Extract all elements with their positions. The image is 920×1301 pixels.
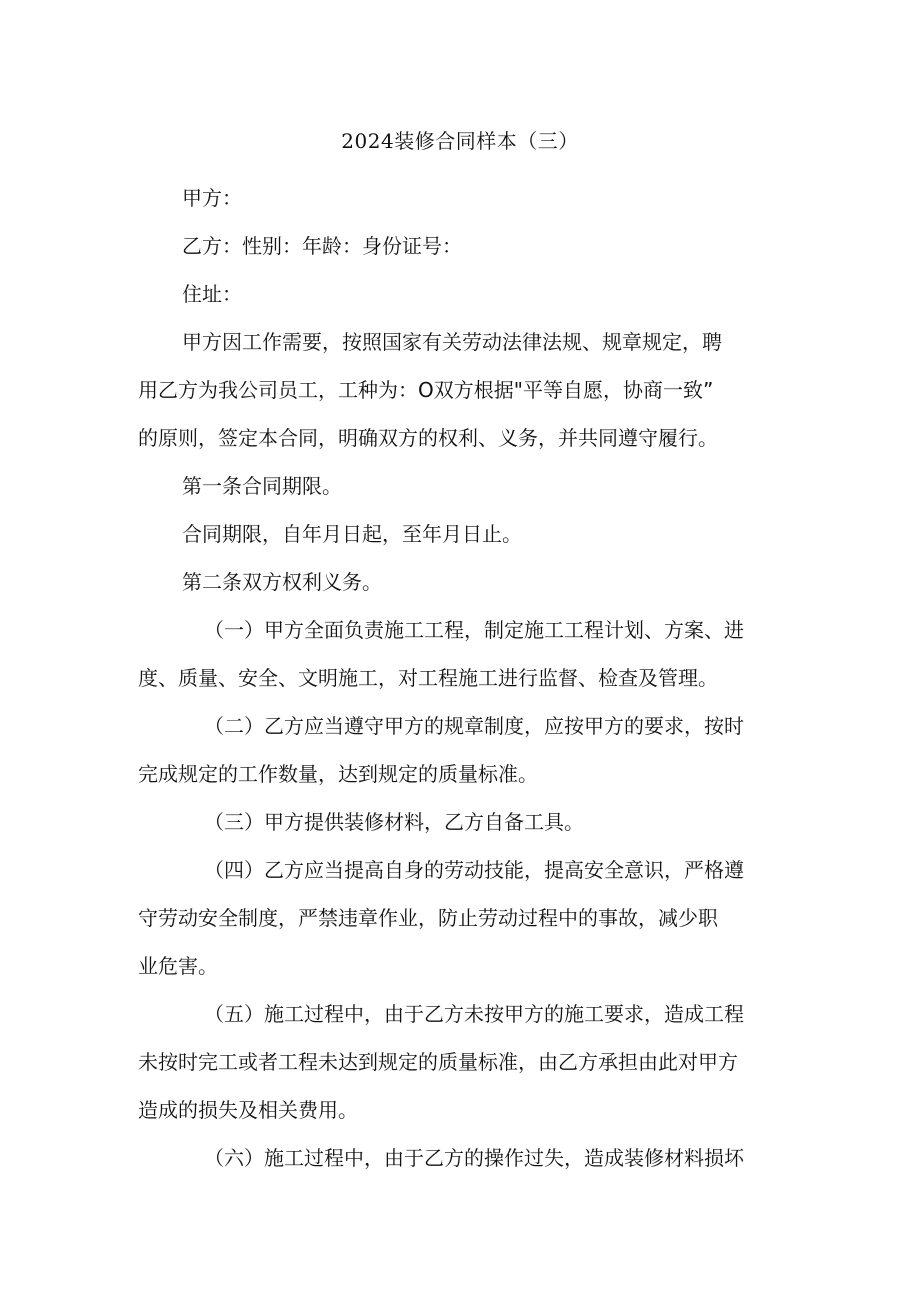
- article-1-heading: 第一条合同期限。: [182, 474, 342, 498]
- clause-1-line-1: （一）甲方全面负责施工工程，制定施工工程计划、方案、进: [204, 618, 744, 642]
- document-title: 2024装修合同样本（三）: [341, 129, 579, 153]
- clause-2-line-1: （二）乙方应当遵守甲方的规章制度，应按甲方的要求，按时: [204, 714, 744, 738]
- clause-6-line-1: （六）施工过程中，由于乙方的操作过失，造成装修材料损坏: [204, 1146, 744, 1170]
- intro-paragraph-line-1: 甲方因工作需要，按照国家有关劳动法律法规、规章规定，聘: [182, 330, 722, 354]
- clause-2-line-2: 完成规定的工作数量，达到规定的质量标准。: [138, 762, 538, 786]
- clause-5-line-1: （五）施工过程中，由于乙方未按甲方的施工要求，造成工程: [204, 1002, 744, 1026]
- clause-5-line-2: 未按时完工或者工程未达到规定的质量标准，由乙方承担由此对甲方: [138, 1050, 738, 1074]
- clause-4-line-2: 守劳动安全制度，严禁违章作业，防止劳动过程中的事故，减少职: [138, 906, 718, 930]
- party-b-line: 乙方：性别：年龄：身份证号：: [182, 234, 462, 258]
- contract-term-line: 合同期限，自年月日起，至年月日止。: [182, 522, 522, 546]
- clause-3-line-1: （三）甲方提供装修材料，乙方自备工具。: [204, 810, 584, 834]
- intro-paragraph-line-2: 用乙方为我公司员工，工种为：O双方根据"平等自愿，协商一致”: [138, 378, 714, 402]
- clause-5-line-3: 造成的损失及相关费用。: [138, 1098, 358, 1122]
- address-line: 住址：: [182, 282, 242, 306]
- article-2-heading: 第二条双方权利义务。: [182, 570, 382, 594]
- clause-4-line-1: （四）乙方应当提高自身的劳动技能，提高安全意识，严格遵: [204, 858, 744, 882]
- intro-paragraph-line-3: 的原则，签定本合同，明确双方的权利、义务，并共同遵守履行。: [138, 426, 718, 450]
- party-a-line: 甲方：: [182, 186, 242, 210]
- clause-1-line-2: 度、质量、安全、文明施工，对工程施工进行监督、检查及管理。: [138, 666, 718, 690]
- document-body: [138, 174, 788, 1182]
- clause-4-line-3: 业危害。: [138, 954, 218, 978]
